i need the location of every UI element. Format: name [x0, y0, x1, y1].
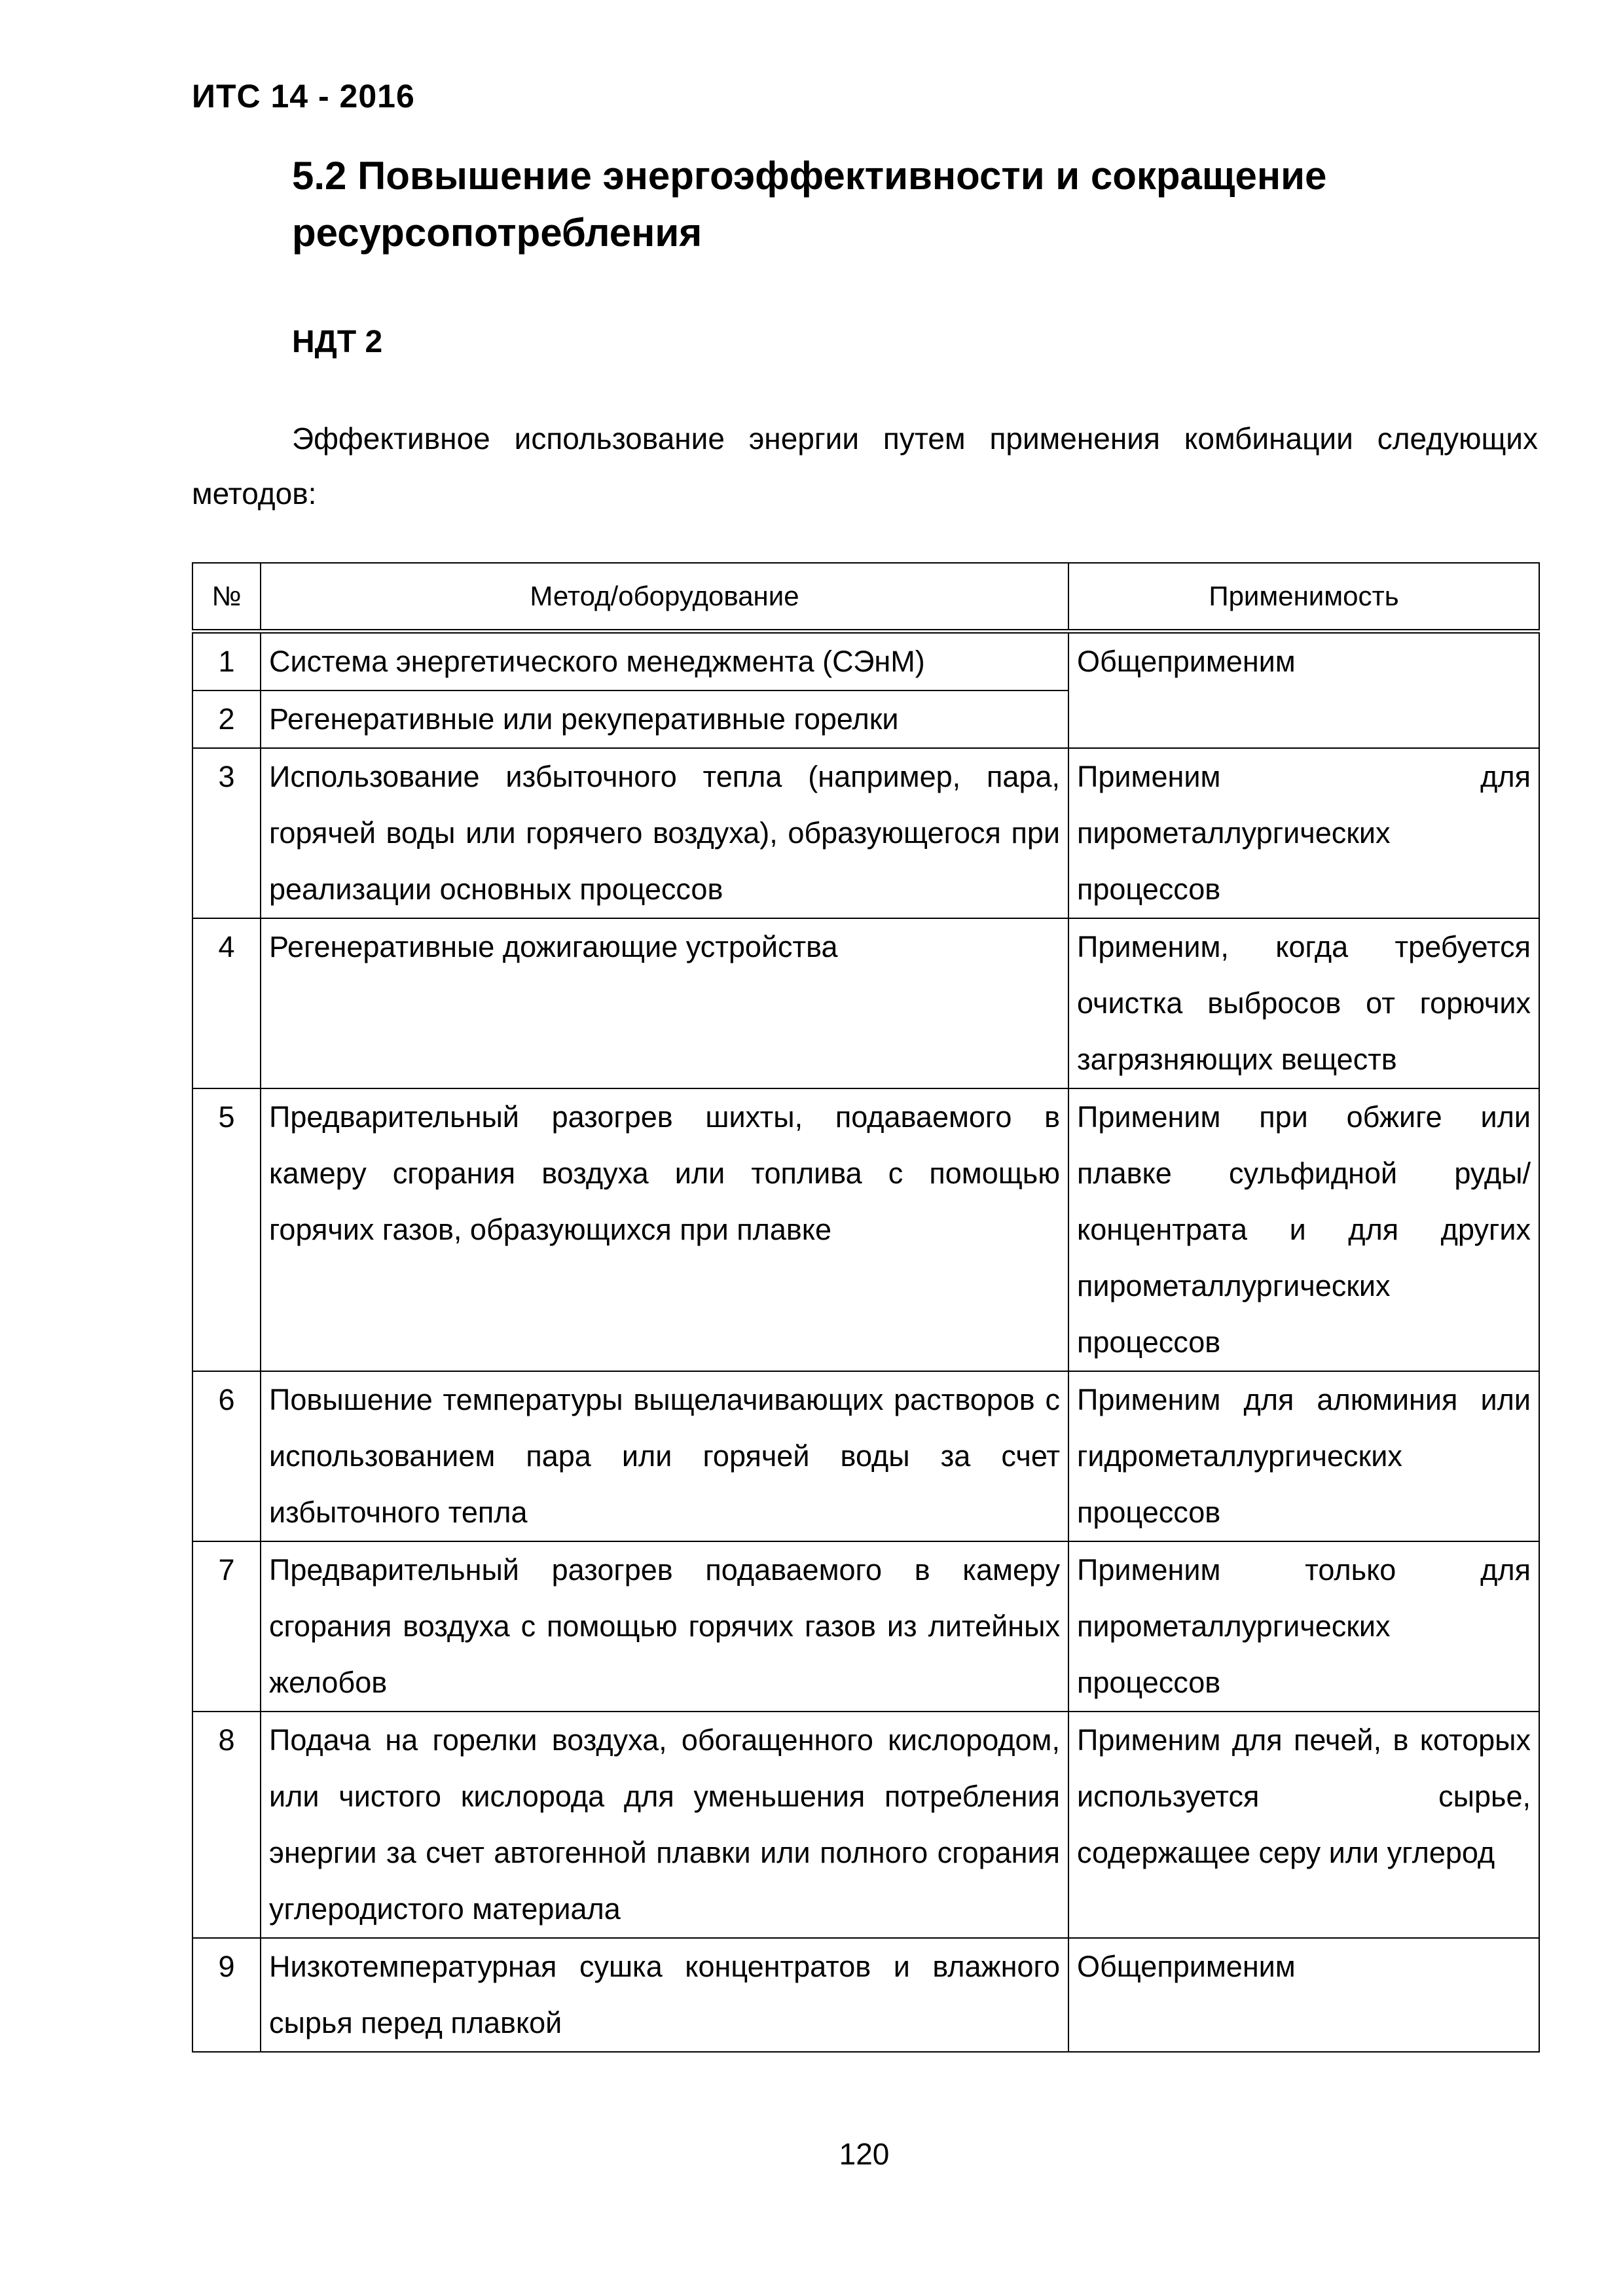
row-number: 9	[192, 1938, 261, 2052]
row-number: 1	[192, 632, 261, 691]
table-header-row	[192, 563, 1539, 632]
row-applicability: Применим, когда требуется очистка выбросов от горючих загрязняющих веществ	[1068, 918, 1539, 1088]
table-row	[192, 1371, 1539, 1541]
row-number: 3	[192, 748, 261, 918]
row-applicability: Применим для пирометаллургических процессов	[1068, 748, 1539, 918]
row-method: Предварительный разогрев подаваемого в камеру сгорания воздуха с помощью горячих газов из литейных желобов	[261, 1541, 1068, 1712]
header-num: №	[192, 563, 261, 632]
row-number: 6	[192, 1371, 261, 1541]
row-method: Подача на горелки воздуха, обогащенного кислородом, или чистого кислорода для уменьшения потребления энергии за счет автогенной плавки или полного сгорания углеродистого материала	[261, 1712, 1068, 1938]
row-number: 7	[192, 1541, 261, 1712]
row-applicability: Применим для алюминия или гидрометаллургических процессов	[1068, 1371, 1539, 1541]
table-row	[192, 1541, 1539, 1712]
row-number: 5	[192, 1088, 261, 1371]
row-method: Повышение температуры выщелачивающих растворов с использованием пара или горячей воды за счет избыточного тепла	[261, 1371, 1068, 1541]
row-method: Система энергетического менеджмента (СЭнМ)	[261, 632, 1068, 691]
row-applicability: Применим при обжиге или плавке сульфидной руды/концентрата и для других пирометаллургических процессов	[1068, 1088, 1539, 1371]
header-applicability: Применимость	[1068, 563, 1539, 632]
document-code: ИТС 14 - 2016	[192, 78, 415, 115]
row-method: Регенеративные или рекуперативные горелки	[261, 691, 1068, 748]
row-number: 8	[192, 1712, 261, 1938]
table-row	[192, 918, 1539, 1088]
row-applicability: Общеприменим	[1068, 1938, 1539, 2052]
section-title: 5.2 Повышение энергоэффективности и сокращение ресурсопотребления	[292, 154, 1327, 255]
row-method: Низкотемпературная сушка концентратов и влажного сырья перед плавкой	[261, 1938, 1068, 2052]
table-row	[192, 1088, 1539, 1371]
header-method: Метод/оборудование	[261, 563, 1068, 632]
table-row	[192, 748, 1539, 918]
intro-paragraph: Эффективное использование энергии путем применения комбинации следующих методов:	[192, 422, 1538, 511]
row-applicability: Общеприменим	[1068, 632, 1539, 749]
ndt-heading: НДТ 2	[292, 325, 383, 359]
table-row	[192, 632, 1539, 691]
row-number: 4	[192, 918, 261, 1088]
row-applicability: Применим для печей, в которых используется сырье, содержащее серу или углерод	[1068, 1712, 1539, 1938]
row-method: Использование избыточного тепла (например, пара, горячей воды или горячего воздуха), образующегося при реализации основных процессов	[261, 748, 1068, 918]
row-method: Предварительный разогрев шихты, подаваемого в камеру сгорания воздуха или топлива с помощью горячих газов, образующихся при плавке	[261, 1088, 1068, 1371]
table-row	[192, 1938, 1539, 2052]
row-method: Регенеративные дожигающие устройства	[261, 918, 1068, 1088]
methods-table	[192, 562, 1540, 2053]
row-number: 2	[192, 691, 261, 748]
table-row	[192, 1712, 1539, 1938]
row-applicability: Применим только для пирометаллургических процессов	[1068, 1541, 1539, 1712]
page-number: 120	[839, 2137, 890, 2171]
